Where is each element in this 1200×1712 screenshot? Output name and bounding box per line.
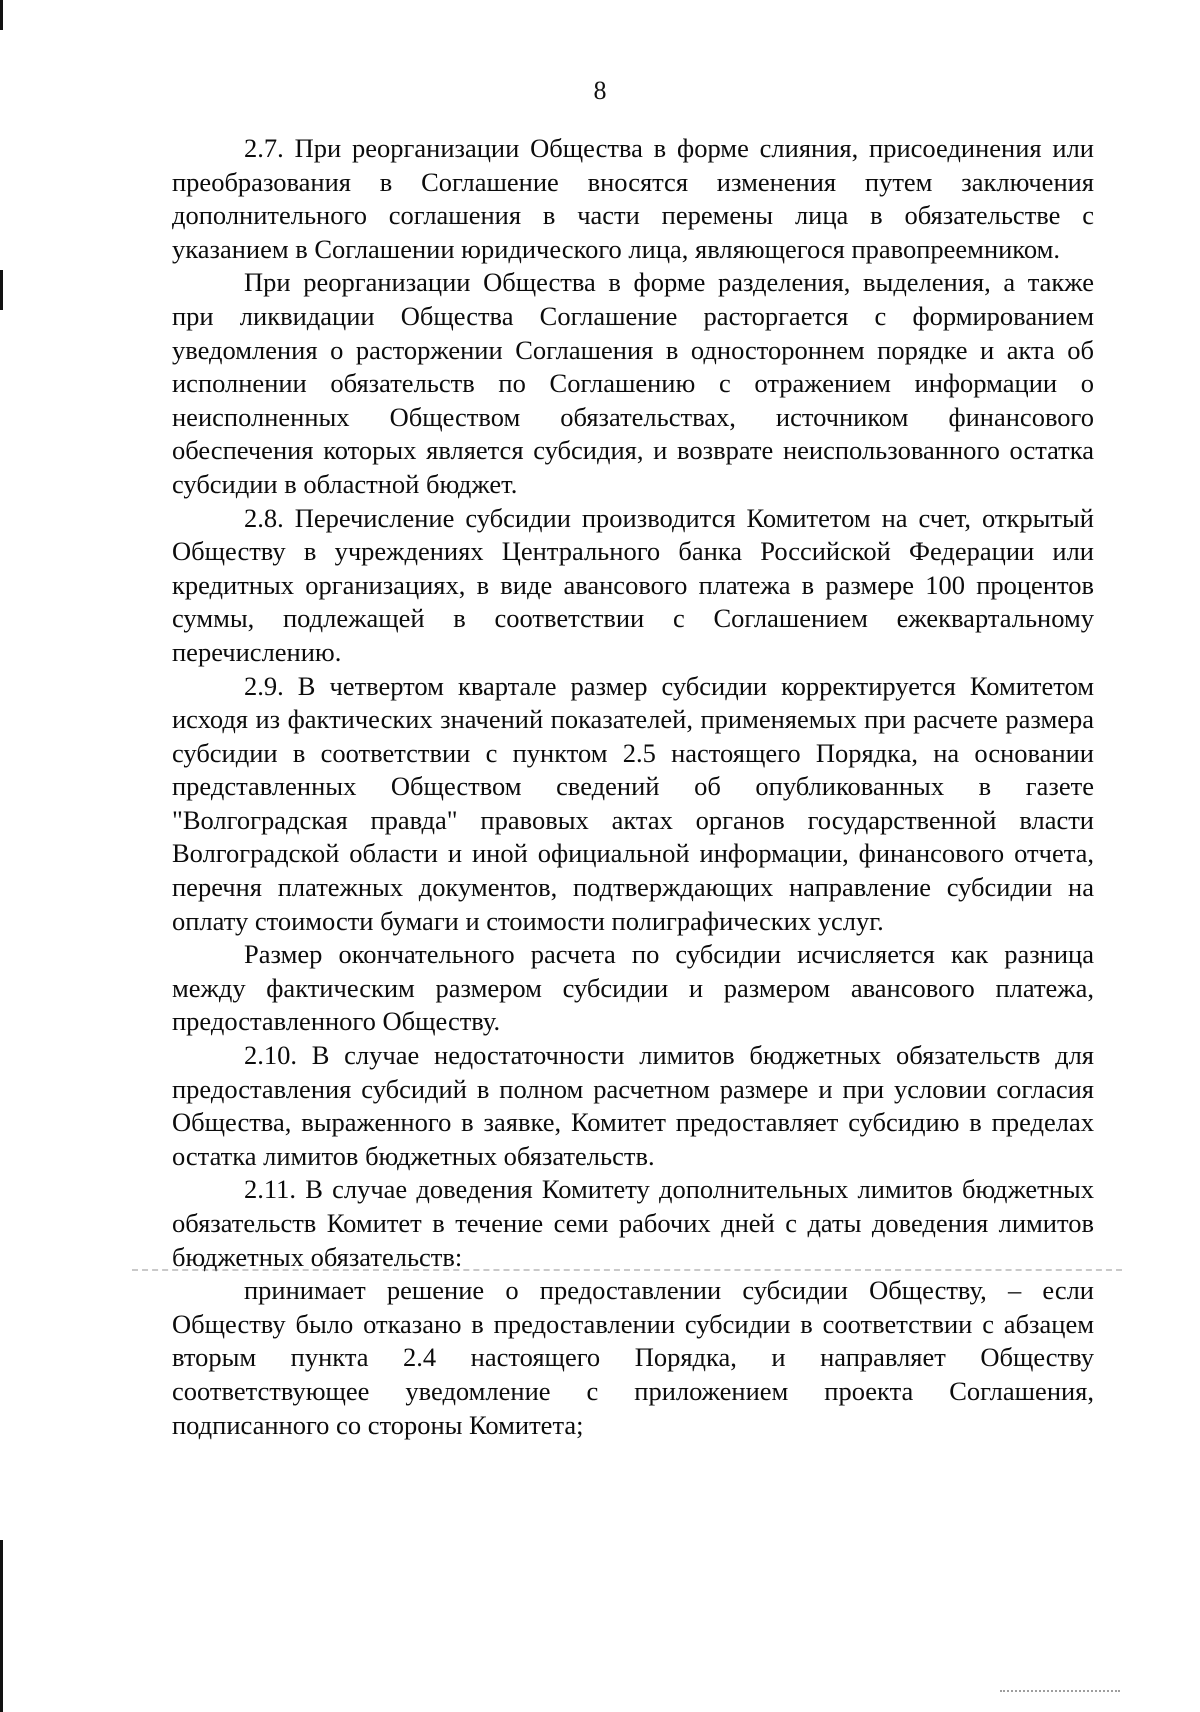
page-number: 8	[593, 76, 607, 105]
scan-artifact-specks	[1000, 1690, 1120, 1692]
paragraph-reorganization-division: При реорганизации Общества в форме разделения, выделения, а также при ликвидации Общества Соглашение расторгается с формированием уведомления о расторжении Соглашения в одностороннем порядке и акта об исполнении обязательств по Соглашению с отражением информации о неисполненных Обществом обязательствах, источником финансового обеспечения которых является субсидия, и возврате неиспользованного остатка субсидии в областной бюджет.	[172, 267, 1094, 499]
paragraph-decision: принимает решение о предоставлении субсидии Обществу, – если Обществу было отказано в предоставлении субсидии в соответствии с абзацем вторым пункта 2.4 настоящего Порядка, и направляет Обществу соответствующее уведомление с приложением проекта Соглашения, подписанного со стороны Комитета;	[172, 1275, 1094, 1440]
paragraph-2-7: 2.7. При реорганизации Общества в форме слияния, присоединения или преобразования в Соглашение вносятся изменения путем заключения дополнительного соглашения в части перемены лица в обязательстве с указанием в Соглашении юридического лица, являющегося правопреемником.	[172, 133, 1094, 264]
document-body	[172, 132, 1094, 1442]
scan-edge-mark	[0, 270, 3, 310]
scan-edge-mark	[0, 1540, 3, 1712]
paragraph-2-8: 2.8. Перечисление субсидии производится Комитетом на счет, открытый Обществу в учреждениях Центрального банка Российской Федерации или кредитных организациях, в виде авансового платежа в размере 100 процентов суммы, подлежащей в соответствии с Соглашением ежеквартальному перечислению.	[172, 502, 1094, 667]
scan-artifact-line	[132, 1269, 1122, 1271]
paragraph-2-11: 2.11. В случае доведения Комитету дополнительных лимитов бюджетных обязательств Комитет в течение семи рабочих дней с даты доведения лимитов бюджетных обязательств:	[172, 1174, 1094, 1272]
paragraph-final-settlement: Размер окончательного расчета по субсидии исчисляется как разница между фактическим размером субсидии и размером авансового платежа, предоставленного Обществу.	[172, 939, 1094, 1037]
paragraph-2-10: 2.10. В случае недостаточности лимитов бюджетных обязательств для предоставления субсидий в полном расчетном размере и при условии согласия Общества, выраженного в заявке, Комитет предоставляет субсидию в пределах остатка лимитов бюджетных обязательств.	[172, 1040, 1094, 1171]
paragraph-2-9: 2.9. В четвертом квартале размер субсидии корректируется Комитетом исходя из фактических значений показателей, применяемых при расчете размера субсидии в соответствии с пунктом 2.5 настоящего Порядка, на основании представленных Обществом сведений об опубликованных в газете "Волгоградская правда" правовых актах органов государственной власти Волгоградской области и иной официальной информации, финансового отчета, перечня платежных документов, подтверждающих направление субсидии на оплату стоимости бумаги и стоимости полиграфических услуг.	[172, 670, 1094, 936]
scan-edge-mark	[0, 0, 3, 30]
